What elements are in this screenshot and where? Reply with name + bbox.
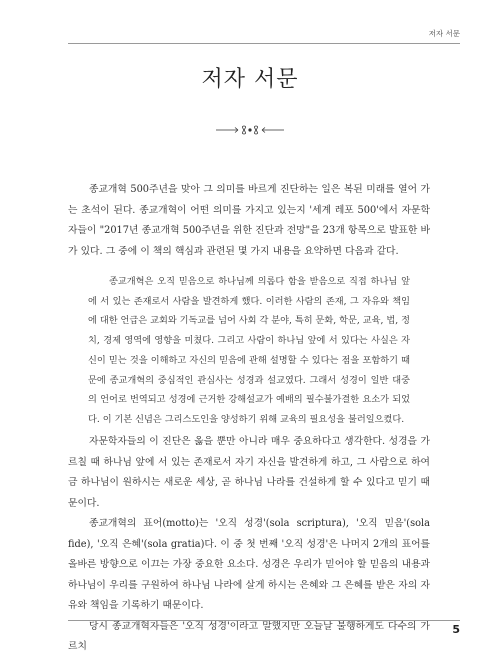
chapter-title: 저자 서문 [201, 67, 299, 92]
footer-divider [68, 620, 460, 621]
body-paragraph: 종교개혁의 표어(motto)는 '오직 성경'(sola scriptura), '오직 믿음'(sola fide), '오직 은혜'(sola gratia)다. 이 중 첫 번째 '오직 성경'은 나머지 2개의 표어를 올바른 방향으로 이끄는 가장 중요한 요소다. 성경은 우리가 믿어야 할 믿음의 내용과 하나님이 우리를 구원하여 하나님 나라에 살게 하시는 은혜와 그 은혜를 받은 자의 자유와 책임을 기록하기 때문이다. [68, 518, 430, 611]
body-paragraph: 자문학자들의 이 진단은 옳을 뿐만 아니라 매우 중요하다고 생각한다. 성경을 가르칠 때 하나님 앞에 서 있는 존재로서 자기 자신을 발견하게 하고, 그 사람으로 하여금 하나님이 원하시는 새로운 세상, 곧 하나님 나라를 건설하게 할 수 있다고 믿기 때문이다. [68, 436, 430, 509]
page-number: 5 [452, 623, 460, 636]
body-section [68, 432, 430, 658]
quoted-summary [88, 272, 410, 430]
fleuron-ornament-icon [214, 124, 286, 136]
intro-paragraph: 종교개혁 500주년을 맞아 그 의미를 바르게 진단하는 일은 복된 미래를 열어 가는 초석이 된다. 종교개혁이 어떤 의미를 가지고 있는지 '세계 레포 500'에서 자문학자들이 "2017년 종교개혁 500주년을 위한 진단과 전망"을 23개 항목으로 발표한 바가 있다. 그 중에 이 책의 핵심과 관련된 몇 가지 내용을 요약하면 다음과 같다. [68, 184, 430, 257]
body-paragraph: 당시 종교개혁자들은 '오직 성경'이라고 말했지만 오늘날 불행하게도 다수의 가르치 [68, 620, 430, 652]
intro-section [68, 180, 430, 262]
quote-paragraph: 종교개혁은 오직 믿음으로 하나님께 의롭다 함을 받음으로 직접 하나님 앞에 서 있는 존재로서 사람을 발견하게 했다. 이러한 사람의 존재, 그 자유와 책임에 대한 언급은 교회와 기독교를 넘어 사회 각 분야, 특히 문화, 학문, 교육, 법, 정치, 경제 영역에 영향을 미쳤다. 그리고 사람이 하나님 앞에 서 있다는 사실은 자신이 믿는 것을 이해하고 자신의 믿음에 관해 설명할 수 있다는 점을 포함하기 때문에 종교개혁의 중심적인 관심사는 성경과 설교였다. 그래서 성경이 일반 대중의 언어로 번역되고 성경에 근거한 강해설교가 예배의 필수불가결한 요소가 되었다. 이 기본 신념은 그리스도인을 양성하기 위해 교육의 필요성을 불러일으켰다. [88, 276, 410, 425]
header-divider [68, 43, 460, 44]
running-header: 저자 서문 [428, 29, 460, 38]
